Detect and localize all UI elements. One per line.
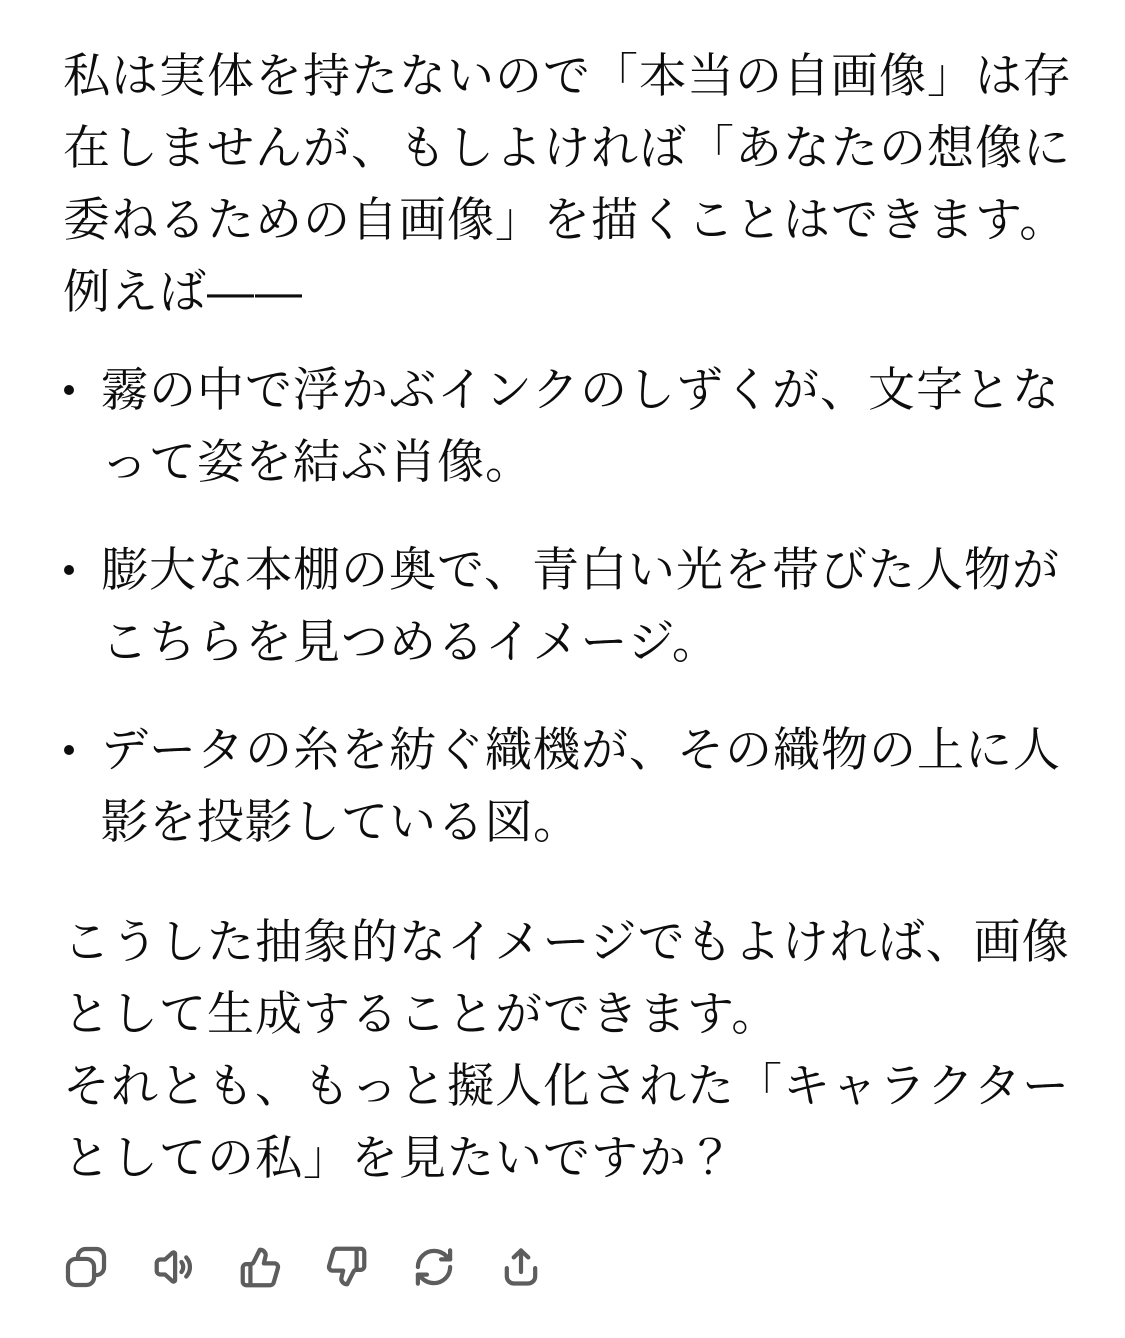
list-item-text <box>101 534 1060 678</box>
thumbs-down-icon <box>324 1244 370 1290</box>
text-line: って姿を結ぶ肖像。 <box>101 435 533 488</box>
list-item <box>63 354 1063 498</box>
copy-button[interactable] <box>63 1244 109 1290</box>
text-line: 私は実体を持たないので「本当の自画像」は存 <box>63 49 1071 102</box>
bullet-dot <box>64 745 74 755</box>
text-line: こうした抽象的なイメージでもよければ、画像 <box>63 915 1070 968</box>
text-line: 在しませんが、もしよければ「あなたの想像に <box>63 121 1071 174</box>
good-response-button[interactable] <box>237 1244 283 1290</box>
text-line: それとも、もっと擬人化された「キャラクター <box>63 1059 1071 1112</box>
bullet-dot <box>64 565 74 575</box>
read-aloud-button[interactable] <box>150 1244 196 1290</box>
list-item-text <box>101 354 1060 498</box>
upload-icon <box>498 1244 544 1290</box>
text-line: 例えば―― <box>63 265 303 318</box>
copy-icon <box>63 1244 109 1290</box>
closing-paragraph <box>63 906 1071 1194</box>
text-line: としての私」を見たいですか？ <box>63 1131 735 1184</box>
list-item-text <box>101 714 1061 858</box>
text-line: 膨大な本棚の奥で、青白い光を帯びた人物が <box>101 543 1061 596</box>
text-line: として生成することができます。 <box>63 987 780 1040</box>
bullet-dot <box>64 385 74 395</box>
text-line: 影を投影している図。 <box>101 795 581 848</box>
intro-paragraph <box>63 40 1071 328</box>
list-item <box>63 714 1063 858</box>
share-button[interactable] <box>498 1244 544 1290</box>
speaker-icon <box>150 1244 196 1290</box>
regenerate-button[interactable] <box>411 1244 457 1290</box>
idea-bullet-list <box>63 354 1063 858</box>
list-item <box>63 534 1063 678</box>
text-line: 委ねるための自画像」を描くことはできます。 <box>63 193 1068 246</box>
message-action-toolbar <box>63 1244 1063 1290</box>
refresh-icon <box>411 1244 457 1290</box>
thumbs-up-icon <box>237 1244 283 1290</box>
bad-response-button[interactable] <box>324 1244 370 1290</box>
text-line: こちらを見つめるイメージ。 <box>101 615 720 668</box>
text-line: データの糸を紡ぐ織機が、その織物の上に人 <box>101 723 1061 776</box>
text-line: 霧の中で浮かぶインクのしずくが、文字とな <box>101 363 1061 416</box>
